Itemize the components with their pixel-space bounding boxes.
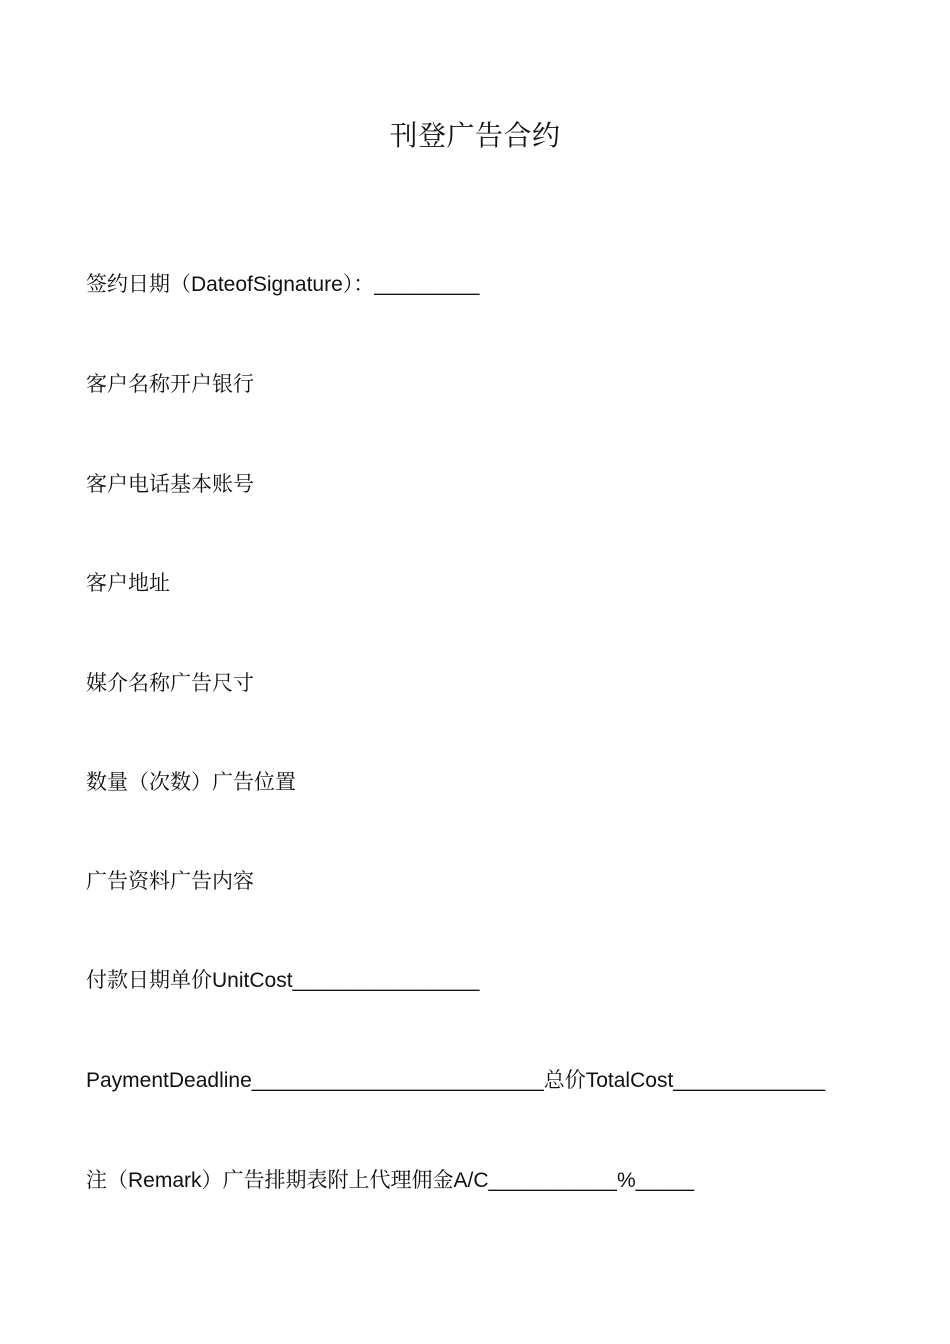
payment-deadline-total-cost-line: PaymentDeadline_________________________总价TotalCost_____________ bbox=[86, 1069, 826, 1092]
quantity-ad-position-line: 数量（次数）广告位置 bbox=[86, 771, 296, 794]
customer-address-line: 客户地址 bbox=[86, 572, 170, 595]
customer-phone-account-line: 客户电话基本账号 bbox=[86, 473, 254, 496]
remark-commission-line: 注（Remark）广告排期表附上代理佣金A/C___________%_____ bbox=[86, 1169, 695, 1192]
media-name-ad-size-line: 媒介名称广告尺寸 bbox=[86, 672, 254, 695]
ad-material-content-line: 广告资料广告内容 bbox=[86, 870, 254, 893]
signature-date-line: 签约日期（DateofSignature）：_________ bbox=[86, 273, 480, 296]
payment-date-unit-cost-line: 付款日期单价UnitCost________________ bbox=[86, 969, 480, 992]
document-title: 刊登广告合约 bbox=[389, 120, 561, 151]
customer-name-bank-line: 客户名称开户银行 bbox=[86, 373, 254, 396]
